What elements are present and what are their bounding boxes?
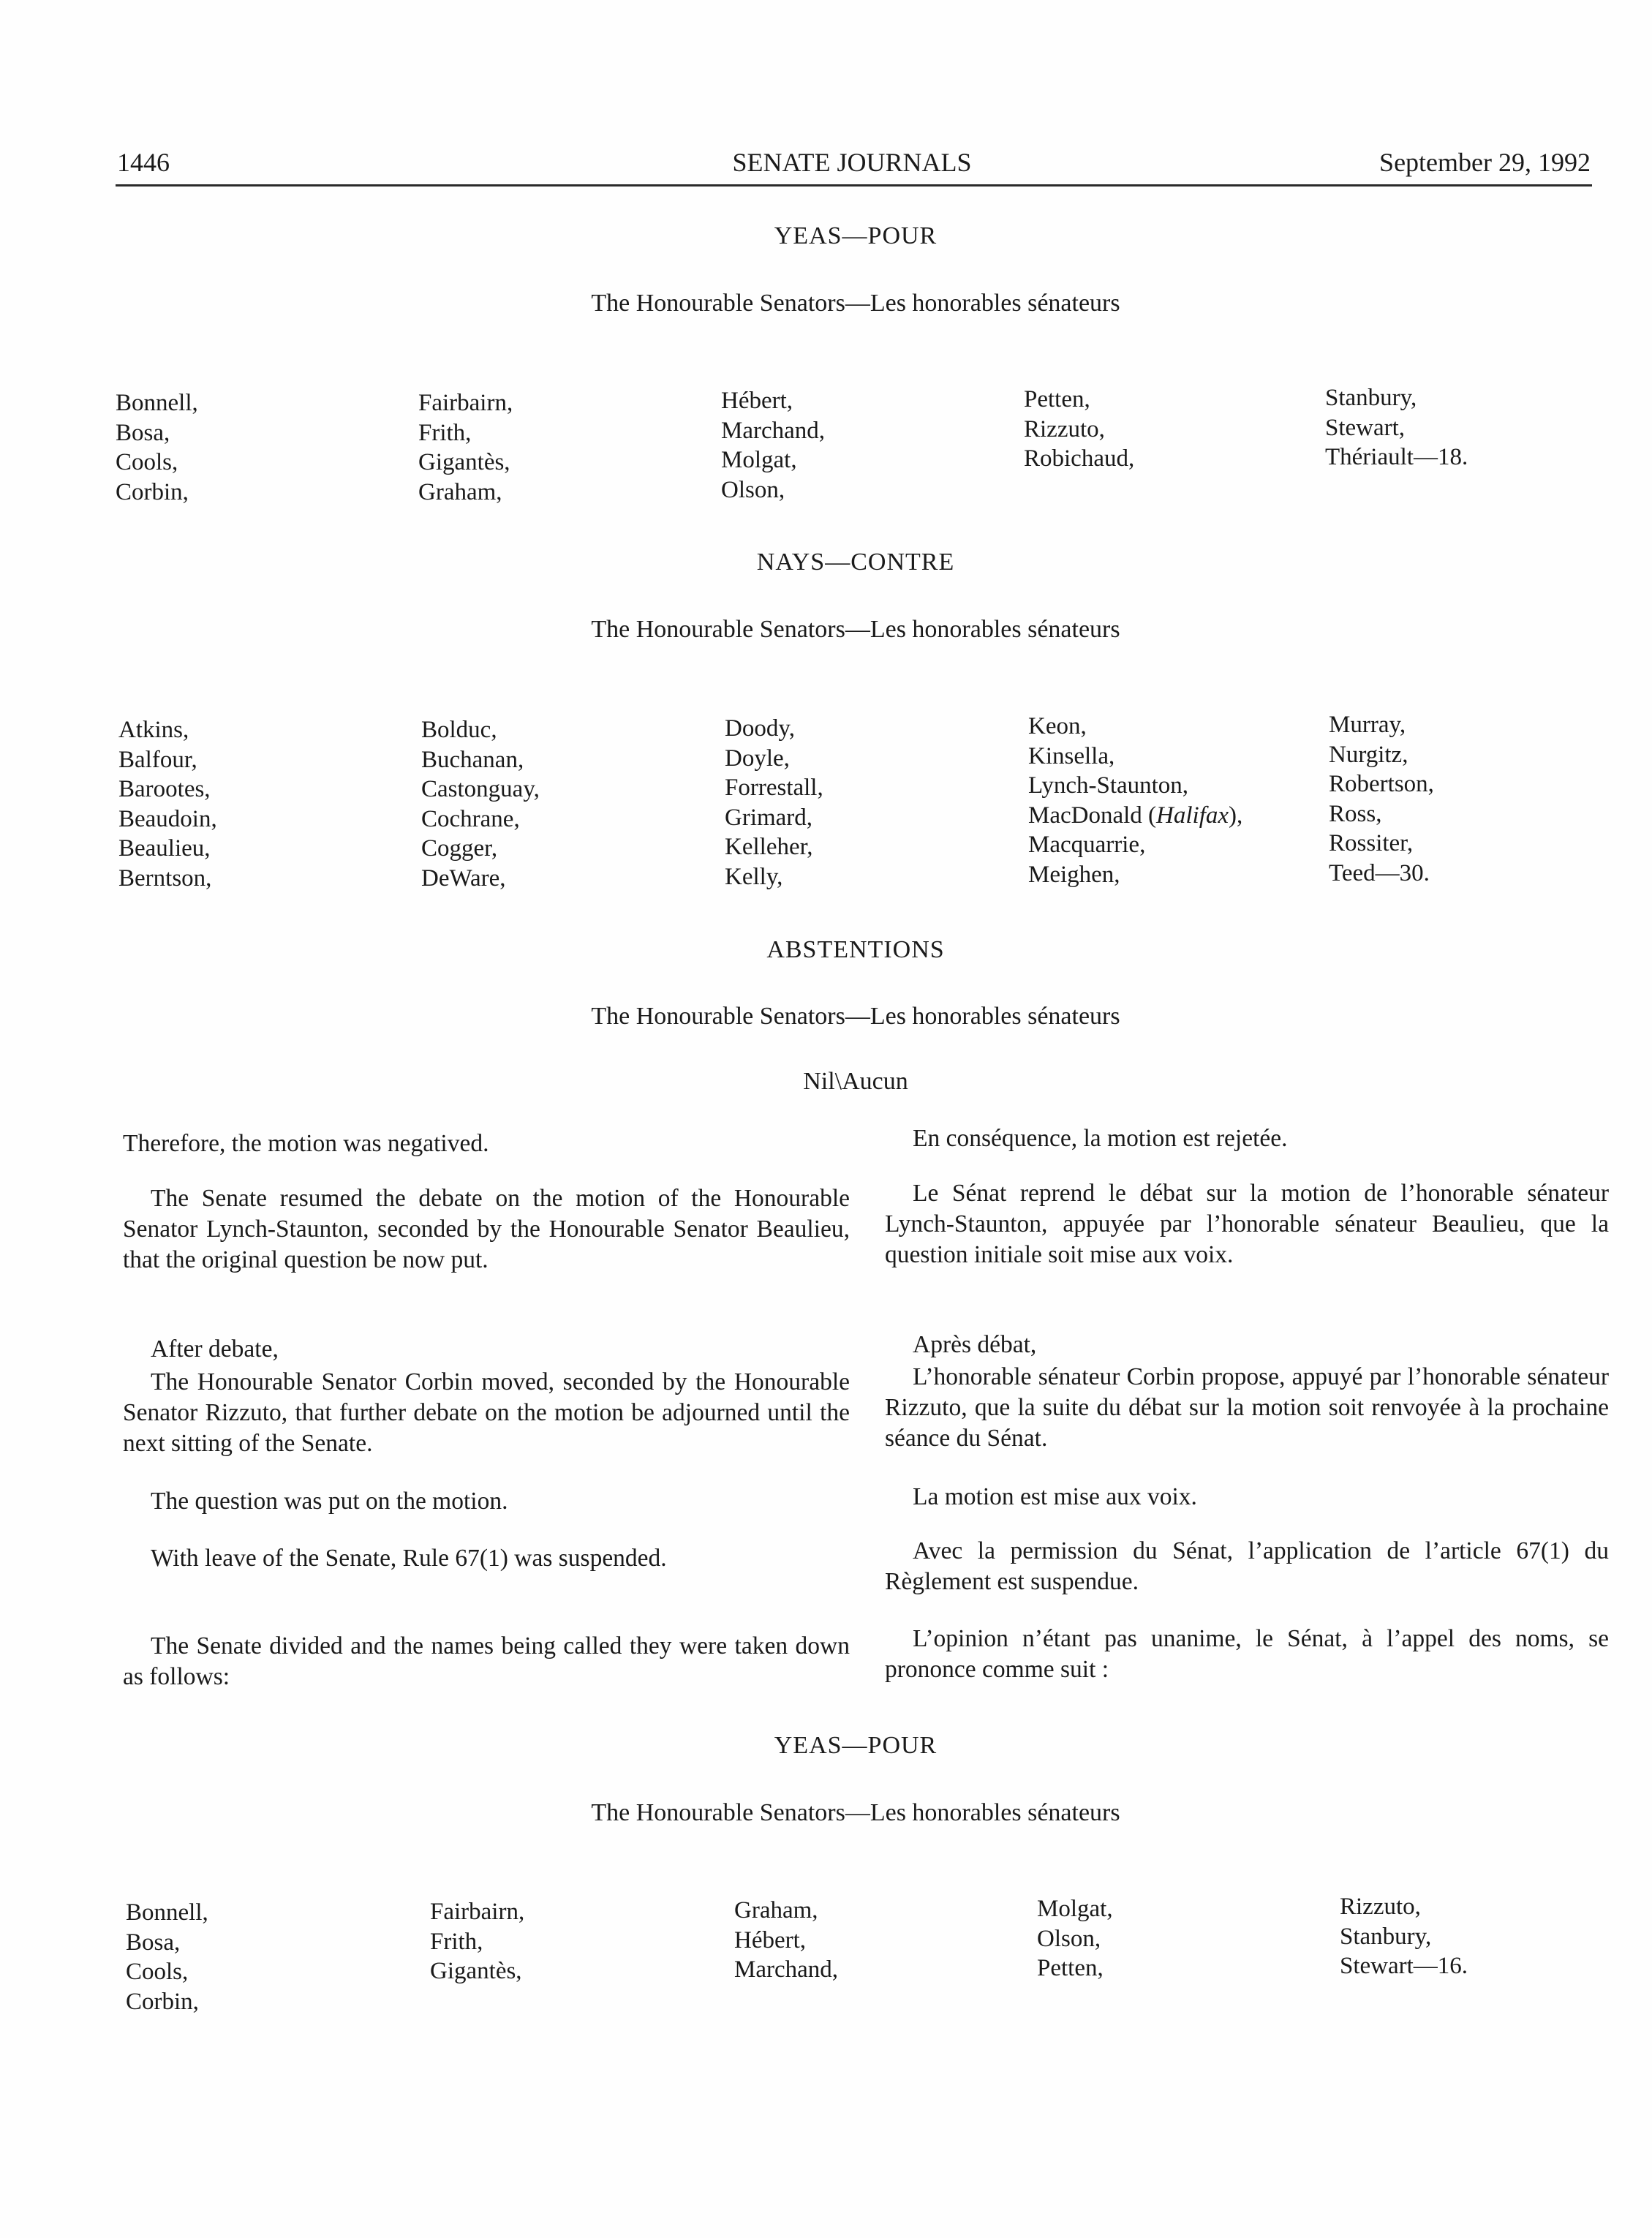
vote1-nays-column-1 xyxy=(118,715,217,893)
senator-name: Kelleher, xyxy=(725,834,813,860)
senator-name: Bonnell, xyxy=(116,390,198,416)
fr-paragraph-5: La motion est mise aux voix. xyxy=(913,1483,1197,1510)
senator-name: Balfour, xyxy=(118,746,197,773)
senator-name: Rossiter, xyxy=(1329,830,1414,856)
vote1-abstentions-none: Nil\Aucun xyxy=(803,1068,908,1095)
senator-name: Castonguay, xyxy=(421,776,540,802)
senator-name-macdonald: MacDonald (Halifax), xyxy=(1028,802,1243,829)
senator-name: DeWare, xyxy=(421,864,506,892)
senator-name: Rizzuto, xyxy=(1024,415,1105,442)
vote1-nays-column-4 xyxy=(1028,712,1242,889)
senator-name: Beaudoin, xyxy=(118,805,217,832)
senator-name: Robichaud, xyxy=(1024,445,1135,472)
senator-name: Bolduc, xyxy=(421,717,497,743)
senator-name: Marchand, xyxy=(721,417,826,444)
senator-name: Stanbury, xyxy=(1325,385,1417,411)
en-paragraph-7: The Senate divided and the names being called they were taken down as follows: xyxy=(123,1632,850,1690)
senator-name: Gigantès, xyxy=(430,1958,522,1984)
senator-name: Petten, xyxy=(1024,386,1090,412)
senator-name: Nurgitz, xyxy=(1329,741,1408,768)
senator-name: Cochrane, xyxy=(421,805,520,832)
vote1-yeas-subtitle: The Honourable Senators—Les honorables sénateurs xyxy=(591,290,1120,317)
senator-name: Corbin, xyxy=(126,1988,199,2015)
fr-paragraph-1: En conséquence, la motion est rejetée. xyxy=(913,1125,1288,1152)
senator-name: Atkins, xyxy=(118,717,189,743)
senator-name: Ross, xyxy=(1329,800,1382,827)
senator-name: Bosa, xyxy=(126,1929,181,1956)
senator-name: Petten, xyxy=(1037,1955,1104,1981)
senator-name: Frith, xyxy=(418,419,472,446)
senator-name: Frith, xyxy=(430,1928,483,1955)
vote1-nays-column-5 xyxy=(1329,710,1434,888)
en-paragraph-2: The Senate resumed the debate on the motion of the Honourable Senator Lynch-Staunton, seconded by the Honourable Senator Beaulieu, that the original question be now put. xyxy=(123,1185,850,1273)
senator-name: Meighen, xyxy=(1028,861,1120,888)
vote1-yeas-column-4 xyxy=(1024,385,1134,474)
senator-name: Barootes, xyxy=(118,776,211,802)
senator-name: Gigantès, xyxy=(418,449,510,475)
vote2-yeas-subtitle: The Honourable Senators—Les honorables sénateurs xyxy=(591,1799,1120,1826)
senator-name: Robertson, xyxy=(1329,771,1434,797)
fr-paragraph-2: Le Sénat reprend le débat sur la motion de l’honorable sénateur Lynch-Staunton, appuyée par l’honorable sénateur Beaulieu, que la question initiale soit mise aux voix. xyxy=(885,1180,1609,1268)
riding-halifax: Halifax xyxy=(1156,802,1229,829)
vote2-yeas-column-3 xyxy=(734,1896,838,1985)
vote1-nays-title: NAYS—CONTRE xyxy=(756,549,955,576)
senator-name: Kelly, xyxy=(725,863,783,890)
vote2-yeas-column-2 xyxy=(430,1897,524,1986)
senator-name: Teed—30. xyxy=(1329,859,1430,886)
senator-name: Cools, xyxy=(116,449,178,475)
fr-paragraph-6: Avec la permission du Sénat, l’application de l’article 67(1) du Règlement est suspendue. xyxy=(885,1537,1609,1595)
vote1-nays-subtitle: The Honourable Senators—Les honorables sénateurs xyxy=(591,616,1120,643)
senator-name: Rizzuto, xyxy=(1340,1894,1421,1920)
vote2-yeas-column-4 xyxy=(1037,1894,1113,1983)
senator-name: Graham, xyxy=(734,1897,818,1924)
vote2-yeas-column-5 xyxy=(1340,1892,1468,1981)
header-rule xyxy=(116,184,1592,186)
senator-name: Hébert, xyxy=(734,1926,807,1953)
vote1-nays-column-2 xyxy=(421,715,540,893)
senator-name: Hébert, xyxy=(721,388,793,414)
senator-name: Bonnell, xyxy=(126,1899,208,1926)
senator-name: Marchand, xyxy=(734,1956,839,1983)
en-paragraph-1: Therefore, the motion was negatived. xyxy=(123,1130,489,1157)
journal-title: SENATE JOURNALS xyxy=(732,148,972,177)
senator-name: Macquarrie, xyxy=(1028,832,1146,858)
senator-name: Stanbury, xyxy=(1340,1923,1432,1950)
vote1-yeas-title: YEAS—POUR xyxy=(774,222,938,249)
en-paragraph-3: After debate, xyxy=(151,1335,279,1363)
senator-name: Grimard, xyxy=(725,804,813,831)
senator-name: Olson, xyxy=(1037,1925,1101,1952)
senator-name: Doody, xyxy=(725,715,795,742)
page-number: 1446 xyxy=(117,148,170,177)
senator-name: Cools, xyxy=(126,1959,189,1985)
vote2-yeas-title: YEAS—POUR xyxy=(774,1732,938,1759)
senator-name: Keon, xyxy=(1028,713,1087,739)
vote2-yeas-column-1 xyxy=(126,1898,208,2016)
en-paragraph-4: The Honourable Senator Corbin moved, seconded by the Honourable Senator Rizzuto, that further debate on the motion be adjourned until the next sitting of the Senate. xyxy=(123,1368,850,1457)
vote1-yeas-column-3 xyxy=(721,386,825,505)
vote1-abstentions-title: ABSTENTIONS xyxy=(766,936,945,963)
senator-name: Stewart, xyxy=(1325,414,1406,441)
fr-paragraph-4: L’honorable sénateur Corbin propose, appuyé par l’honorable sénateur Rizzuto, que la suite du débat sur la motion soit renvoyée à la prochaine séance du Sénat. xyxy=(885,1363,1609,1452)
senator-name: Berntson, xyxy=(118,864,212,892)
senator-name: Thériault—18. xyxy=(1325,444,1468,470)
senator-name: Molgat, xyxy=(1037,1896,1113,1922)
senator-name: Stewart—16. xyxy=(1340,1953,1468,1979)
vote1-nays-column-3 xyxy=(725,714,823,892)
senator-name: Fairbairn, xyxy=(430,1899,525,1925)
fr-paragraph-3: Après débat, xyxy=(913,1331,1037,1358)
senator-name: Bosa, xyxy=(116,419,170,446)
vote1-abstentions-subtitle: The Honourable Senators—Les honorables sénateurs xyxy=(591,1003,1120,1030)
fr-paragraph-7: L’opinion n’étant pas unanime, le Sénat, à l’appel des noms, se prononce comme suit : xyxy=(885,1625,1609,1683)
senator-name: Cogger, xyxy=(421,835,498,862)
senator-name: Beaulieu, xyxy=(118,835,211,862)
senator-name: Murray, xyxy=(1329,712,1406,738)
senator-name: Molgat, xyxy=(721,447,797,473)
en-paragraph-6: With leave of the Senate, Rule 67(1) was suspended. xyxy=(151,1545,667,1572)
senator-name: Corbin, xyxy=(116,478,189,505)
en-paragraph-5: The question was put on the motion. xyxy=(151,1488,508,1515)
senator-name: Kinsella, xyxy=(1028,742,1115,769)
senator-name: Olson, xyxy=(721,476,785,503)
senator-name: Buchanan, xyxy=(421,746,524,773)
vote1-yeas-column-5 xyxy=(1325,383,1468,472)
journal-date: September 29, 1992 xyxy=(1379,148,1591,177)
senator-name: Doyle, xyxy=(725,745,790,772)
senator-name: Fairbairn, xyxy=(418,390,513,416)
senator-name: Forrestall, xyxy=(725,775,823,801)
senator-name: Graham, xyxy=(418,478,502,505)
vote1-yeas-column-2 xyxy=(418,388,513,507)
vote1-yeas-column-1 xyxy=(116,388,198,507)
senator-name: Lynch-Staunton, xyxy=(1028,772,1189,799)
